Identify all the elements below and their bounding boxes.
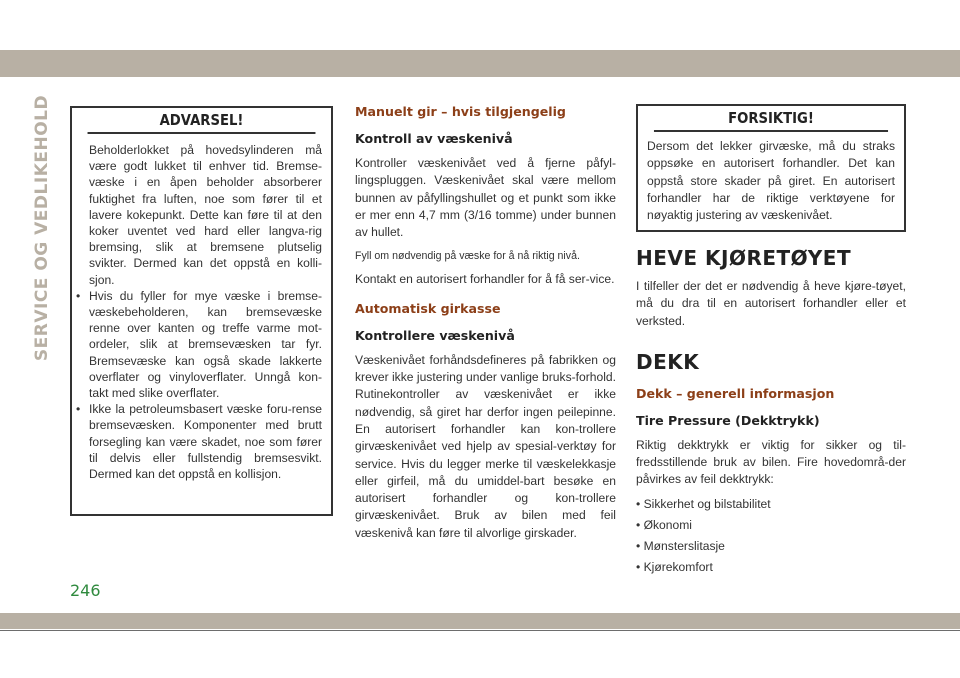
- right-column: [636, 104, 906, 574]
- manual-fluid-paragraph: Kontroller væskenivået ved å fjerne påfyl-lingspluggen. Væskenivået skal være mellom bunnen av påfyllingshullet og et punkt som ikke er mer enn 4,7 mm (3/16 tomme) under bunnen av hullet.: [355, 156, 616, 240]
- heve-heading: HEVE KJØRETØYET: [636, 246, 852, 270]
- header-band: [0, 50, 960, 77]
- warning-bullet: • Hvis du fyller for mye væske i bremse-væskebeholderen, kan bremsevæske renne over kanten og treffe varme mot-ordeler, slik at bremsevæsken tar fyr. Bremsevæske kan også skade lakkerte overflater og vinyloverflater. Unngå kon-takt med slike overflater.: [89, 288, 322, 401]
- manual-fluid-heading: Kontroll av væskenivå: [355, 131, 513, 146]
- caution-box: [636, 104, 906, 232]
- tire-bullet-item: • Kjørekomfort: [636, 559, 713, 574]
- page-top-margin: [0, 0, 960, 50]
- heve-paragraph: I tilfeller der det er nødvendig å heve kjøre-tøyet, må du dra til en autorisert forhandler eller et verksted.: [636, 279, 906, 328]
- dekk-heading: DEKK: [636, 349, 700, 374]
- automatic-fluid-paragraph: Væskenivået forhåndsdefineres på fabrikken og krever ikke justering under vanlige bruks-forhold. Rutinekontroller av væskenivået er ikke nødvendig, så giret har derfor ingen peilepinne. En autorisert forhandler kan kon-trollere girvæskenivået ved hjelp av spesial-verktøy for service. Hvis du legger merke til væskelekkasje eller girfeil, må du umiddel-bart besøke en autorisert forhandler og kon-trollere girvæskenivået. Bruk av bilen med feil væskenivå kan føre til alvorlige girskader.: [355, 352, 616, 540]
- warning-body: [72, 134, 331, 482]
- manual-fill-note: Fyll om nødvendig på væske for å nå riktig nivå.: [355, 250, 580, 263]
- dekk-subheading: Dekk – generell informasjon: [636, 385, 835, 401]
- tire-bullet-item: • Økonomi: [636, 517, 692, 532]
- caution-title: FORSIKTIG!: [654, 106, 888, 132]
- warning-intro: Beholderlokket på hovedsylinderen må være godt lukket til enhver tid. Bremse-væske i en åpen beholder absorberer fuktighet fra luften, noe som fører til et lavere kokepunkt. Dette kan føre til at den koker uventet ved hard eller langva-rig bremsing, slik at bremsene plutselig svikter. Dermed kan det oppstå en kolli-sjon.: [89, 143, 322, 287]
- tire-pressure-paragraph: Riktig dekktrykk er viktig for sikker og til-fredsstillende bruk av bilen. Fire hovedområ-der påvirkes av feil dekktrykk:: [636, 437, 906, 487]
- warning-box: [70, 106, 333, 516]
- side-title-text: SERVICE OG VEDLIKEHOLD: [32, 94, 52, 362]
- footer-rule: [0, 630, 960, 631]
- page-number: 246: [70, 581, 101, 600]
- automatic-fluid-heading: Kontrollere væskenivå: [355, 327, 515, 343]
- footer-band: [0, 613, 960, 629]
- tire-bullet-item: • Sikkerhet og bilstabilitet: [636, 496, 771, 511]
- warning-bullet-list: [76, 288, 322, 482]
- section-side-title: [32, 94, 52, 362]
- warning-bullet: • Ikke la petroleumsbasert væske foru-rense bremsevæsken. Komponenter med brutt forsegling kan være skadet, noe som fører til delvis eller fullstendig bremsesvikt. Dermed kan det oppstå en kollisjon.: [89, 401, 322, 482]
- automatic-subheading: Automatisk girkasse: [355, 300, 501, 316]
- tire-bullet-item: • Mønsterslitasje: [636, 538, 725, 553]
- tire-pressure-heading: Tire Pressure (Dekktrykk): [636, 412, 820, 428]
- caution-body: Dersom det lekker girvæske, må du straks oppsøke en autorisert forhandler. Det kan oppstå store skader på giret. En autorisert forhandler har de riktige verktøyene for nøyaktig justering av væskenivået.: [647, 139, 895, 223]
- manual-contact-paragraph: Kontakt en autorisert forhandler for å få ser-vice.: [355, 272, 615, 287]
- warning-title: ADVARSEL!: [88, 108, 316, 134]
- middle-column: [355, 104, 616, 542]
- manual-gear-subheading: Manuelt gir – hvis tilgjengelig: [355, 104, 566, 119]
